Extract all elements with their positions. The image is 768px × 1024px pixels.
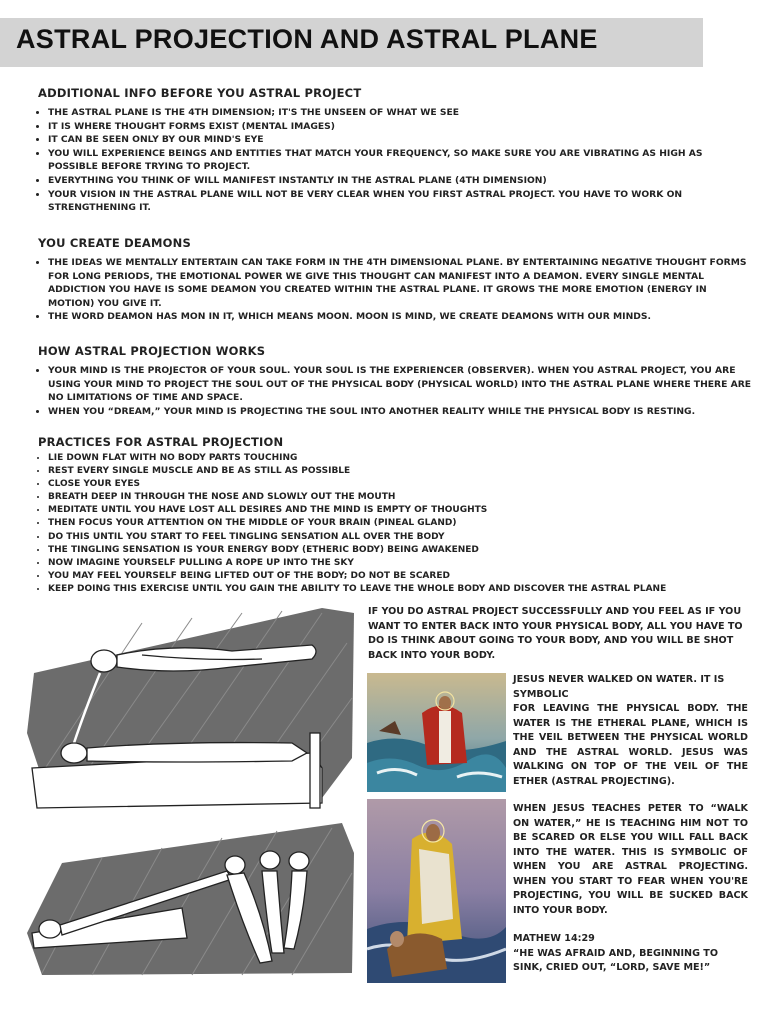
- list-item: • THE IDEAS WE MENTALLY ENTERTAIN CAN TAKE FORM IN THE 4TH DIMENSIONAL PLANE. BY ENTERTAINING NEGATIVE THOUGHT FORMS FOR LONG PERIODS, THE EMOTIONAL POWER WE GIVE THIS THOUGHT CAN MANIFEST INTO A DEAMON. EVERY SINGLE MENTAL ADDICTION YOU HAVE IS SOME DEAMON YOU CREATED WITHIN THE ASTRAL PLANE. IT GROWS THE MORE EMOTION (ENERGY IN MOTION) YOU GIVE IT.: [48, 256, 753, 310]
- list-item: • REST EVERY SINGLE MUSCLE AND BE AS STILL AS POSSIBLE: [48, 465, 753, 478]
- peter-text: WHEN JESUS TEACHES PETER TO “WALK ON WATER,” HE IS TEACHING HIM NOT TO BE SCARED OR ELSE YOU WILL FALL BACK INTO THE WATER. THIS IS SYMBOLIC OF WHEN YOU ARE ASTRAL PROJECTING. WHEN YOU START TO FEAR WHEN YOU'RE PROJECTING, YOU WILL BE SUCKED BACK INTO YOUR BODY. MATHEW 14:29 “HE WAS AFRAID AND, BEGINNING TO SINK, CRIED OUT, “LORD, SAVE ME!”: [513, 802, 748, 976]
- deamons-list: [24, 256, 753, 324]
- jesus-walking-on-water-painting: [367, 673, 506, 792]
- list-item: • YOU WILL EXPERIENCE BEINGS AND ENTITIES THAT MATCH YOUR FREQUENCY, SO MAKE SURE YOU ARE VIBRATING AS HIGH AS POSSIBLE BEFORE TRYING TO PROJECT.: [48, 147, 753, 174]
- list-item: • YOU MAY FEEL YOURSELF BEING LIFTED OUT OF THE BODY; DO NOT BE SCARED: [48, 570, 753, 583]
- verse-quote: “HE WAS AFRAID AND, BEGINNING TO SINK, CRIED OUT, “LORD, SAVE ME!”: [513, 947, 719, 973]
- list-item: • YOUR MIND IS THE PROJECTOR OF YOUR SOUL. YOUR SOUL IS THE EXPERIENCER (OBSERVER). WHEN YOU ASTRAL PROJECT, YOU ARE USING YOUR MIND TO PROJECT THE SOUL OUT OF THE PHYSICAL BODY (PHYSICAL WORLD) INTO THE ASTRAL PLANE WHERE THERE ARE NO LIMITATIONS OF TIME AND SPACE.: [48, 364, 753, 405]
- list-item: • LIE DOWN FLAT WITH NO BODY PARTS TOUCHING: [48, 452, 753, 465]
- practices-list: [24, 452, 753, 596]
- list-item: • THE ASTRAL PLANE IS THE 4TH DIMENSION; IT'S THE UNSEEN OF WHAT WE SEE: [48, 106, 753, 120]
- additional-info-list: [24, 106, 753, 215]
- astral-projection-illustration: [22, 603, 357, 983]
- list-item: • THE TINGLING SENSATION IS YOUR ENERGY BODY (ETHERIC BODY) BEING AWAKENED: [48, 544, 753, 557]
- list-item: • THEN FOCUS YOUR ATTENTION ON THE MIDDLE OF YOUR BRAIN (PINEAL GLAND): [48, 517, 753, 530]
- section-heading-deamons: YOU CREATE DEAMONS: [38, 236, 191, 250]
- list-item: • THE WORD DEAMON HAS MON IN IT, WHICH MEANS MOON. MOON IS MIND, WE CREATE DEAMONS WITH OUR MINDS.: [48, 310, 753, 324]
- list-item: • WHEN YOU “DREAM,” YOUR MIND IS PROJECTING THE SOUL INTO ANOTHER REALITY WHILE THE PHYSICAL BODY IS RESTING.: [48, 405, 753, 419]
- list-item: • CLOSE YOUR EYES: [48, 478, 753, 491]
- list-item: • IT IS WHERE THOUGHT FORMS EXIST (MENTAL IMAGES): [48, 120, 753, 134]
- list-item: • DO THIS UNTIL YOU START TO FEEL TINGLING SENSATION ALL OVER THE BODY: [48, 531, 753, 544]
- list-item: • KEEP DOING THIS EXERCISE UNTIL YOU GAIN THE ABILITY TO LEAVE THE WHOLE BODY AND DISCOVER THE ASTRAL PLANE: [48, 583, 753, 596]
- list-item: • IT CAN BE SEEN ONLY BY OUR MIND'S EYE: [48, 133, 753, 147]
- list-item: • BREATH DEEP IN THROUGH THE NOSE AND SLOWLY OUT THE MOUTH: [48, 491, 753, 504]
- section-heading-how-it-works: HOW ASTRAL PROJECTION WORKS: [38, 344, 266, 358]
- list-item: • MEDITATE UNTIL YOU HAVE LOST ALL DESIRES AND THE MIND IS EMPTY OF THOUGHTS: [48, 504, 753, 517]
- section-heading-practices: PRACTICES FOR ASTRAL PROJECTION: [38, 435, 284, 449]
- section-heading-additional-info: ADDITIONAL INFO BEFORE YOU ASTRAL PROJECT: [38, 86, 362, 100]
- verse-reference: MATHEW 14:29: [513, 933, 595, 944]
- list-item: • NOW IMAGINE YOURSELF PULLING A ROPE UP INTO THE SKY: [48, 557, 753, 570]
- return-to-body-text: IF YOU DO ASTRAL PROJECT SUCCESSFULLY AND YOU FEEL AS IF YOU WANT TO ENTER BACK INTO YOUR PHYSICAL BODY, ALL YOU HAVE TO DO IS THINK ABOUT GOING TO YOUR BODY, AND YOU WILL BE SHOT BACK INTO YOUR BODY.: [368, 606, 743, 661]
- how-it-works-list: [24, 364, 753, 418]
- list-item: • EVERYTHING YOU THINK OF WILL MANIFEST INSTANTLY IN THE ASTRAL PLANE (4TH DIMENSION): [48, 174, 753, 188]
- list-item: • YOUR VISION IN THE ASTRAL PLANE WILL NOT BE VERY CLEAR WHEN YOU FIRST ASTRAL PROJECT. YOU HAVE TO WORK ON STRENGTHENING IT.: [48, 188, 753, 215]
- jesus-saving-peter-painting: [367, 799, 506, 983]
- page-title: ASTRAL PROJECTION AND ASTRAL PLANE: [16, 24, 598, 54]
- jesus-water-text: JESUS NEVER WALKED ON WATER. IT IS SYMBOLIC FOR LEAVING THE PHYSICAL BODY. THE WATER IS THE ETHERAL PLANE, WHICH IS THE VEIL BETWEEN THE PHYSICAL WORLD AND THE ASTRAL WORLD. JESUS WAS WALKING ON TOP OF THE VEIL OF THE ETHER (ASTRAL PROJECTING).: [513, 674, 748, 787]
